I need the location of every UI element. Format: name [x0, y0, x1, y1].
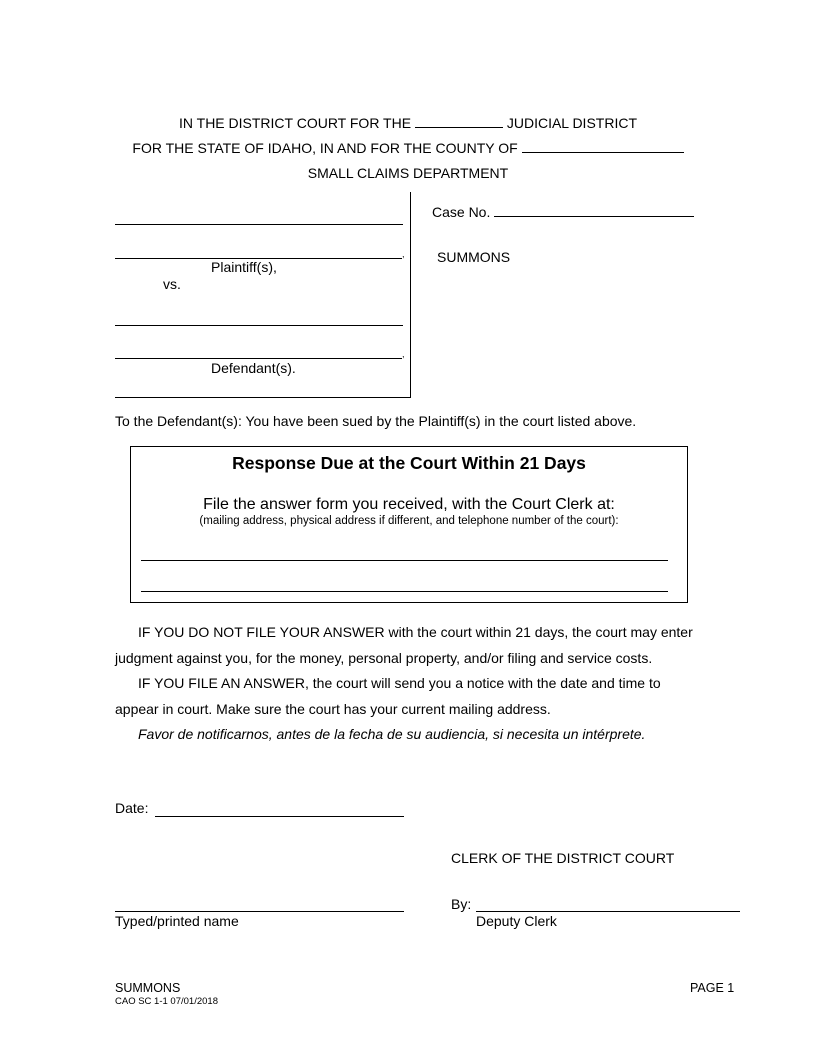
court-header-suffix: JUDICIAL DISTRICT — [506, 115, 637, 131]
footer-form-name: SUMMONS — [115, 981, 181, 995]
date-field[interactable] — [155, 816, 404, 817]
defendant-name-line-1[interactable] — [115, 325, 403, 326]
deputy-clerk-label: Deputy Clerk — [476, 913, 557, 929]
versus-label: vs. — [163, 276, 181, 292]
response-due-title: Response Due at the Court Within 21 Days — [232, 453, 586, 473]
case-number-label: Case No. — [432, 204, 491, 220]
clerk-title: CLERK OF THE DISTRICT COURT — [451, 850, 675, 866]
defendant-name-line-2[interactable] — [115, 358, 402, 359]
state-county-text: FOR THE STATE OF IDAHO, IN AND FOR THE COUNTY OF — [132, 140, 518, 156]
by-label: By: — [451, 896, 472, 912]
body-paragraphs — [115, 620, 695, 748]
intro-text: To the Defendant(s): You have been sued by the Plaintiff(s) in the court listed above. — [115, 413, 637, 429]
deputy-signature-line[interactable] — [476, 911, 740, 912]
court-address-line-1[interactable] — [141, 560, 668, 561]
filing-sub-instruction: (mailing address, physical address if different, and telephone number of the court): — [199, 515, 619, 527]
court-header-line2 — [0, 140, 816, 156]
response-due-box — [130, 446, 688, 603]
interpreter-notice: Favor de notificarnos, antes de la fecha de su audiencia, si necesita un intérprete. — [138, 726, 646, 742]
date-label: Date: — [115, 800, 149, 816]
plaintiff-name-line-1[interactable] — [115, 224, 403, 225]
defendant-label: Defendant(s). — [211, 360, 296, 376]
court-header-prefix: IN THE DISTRICT COURT FOR THE — [179, 115, 412, 131]
footer-page-number: PAGE 1 — [690, 981, 735, 995]
caption-divider — [410, 192, 411, 398]
court-address-line-2[interactable] — [141, 591, 668, 592]
filing-instruction: File the answer form you received, with the Court Clerk at: — [203, 496, 615, 513]
district-number-blank[interactable] — [415, 115, 503, 128]
answer-filed-paragraph: IF YOU FILE AN ANSWER, the court will send you a notice with the date and time to appear in court. Make sure the court has your current mailing address. — [115, 675, 661, 717]
plaintiff-comma: , — [402, 249, 405, 259]
no-answer-paragraph: IF YOU DO NOT FILE YOUR ANSWER with the court within 21 days, the court may enter judgment against you, for the money, personal property, and/or filing and service costs. — [115, 624, 693, 666]
county-name-blank[interactable] — [522, 140, 684, 153]
case-number-field[interactable] — [494, 204, 694, 217]
department-title: SMALL CLAIMS DEPARTMENT — [307, 165, 509, 181]
document-title: SUMMONS — [437, 249, 511, 265]
typed-name-label: Typed/printed name — [115, 913, 239, 929]
typed-name-line[interactable] — [115, 911, 404, 912]
footer-form-code: CAO SC 1-1 07/01/2018 — [115, 996, 218, 1007]
defendant-comma: , — [402, 349, 405, 359]
case-number-row — [432, 204, 694, 220]
plaintiff-label: Plaintiff(s), — [211, 259, 277, 275]
court-header-line1 — [0, 115, 816, 131]
caption-bottom-border — [115, 397, 410, 398]
